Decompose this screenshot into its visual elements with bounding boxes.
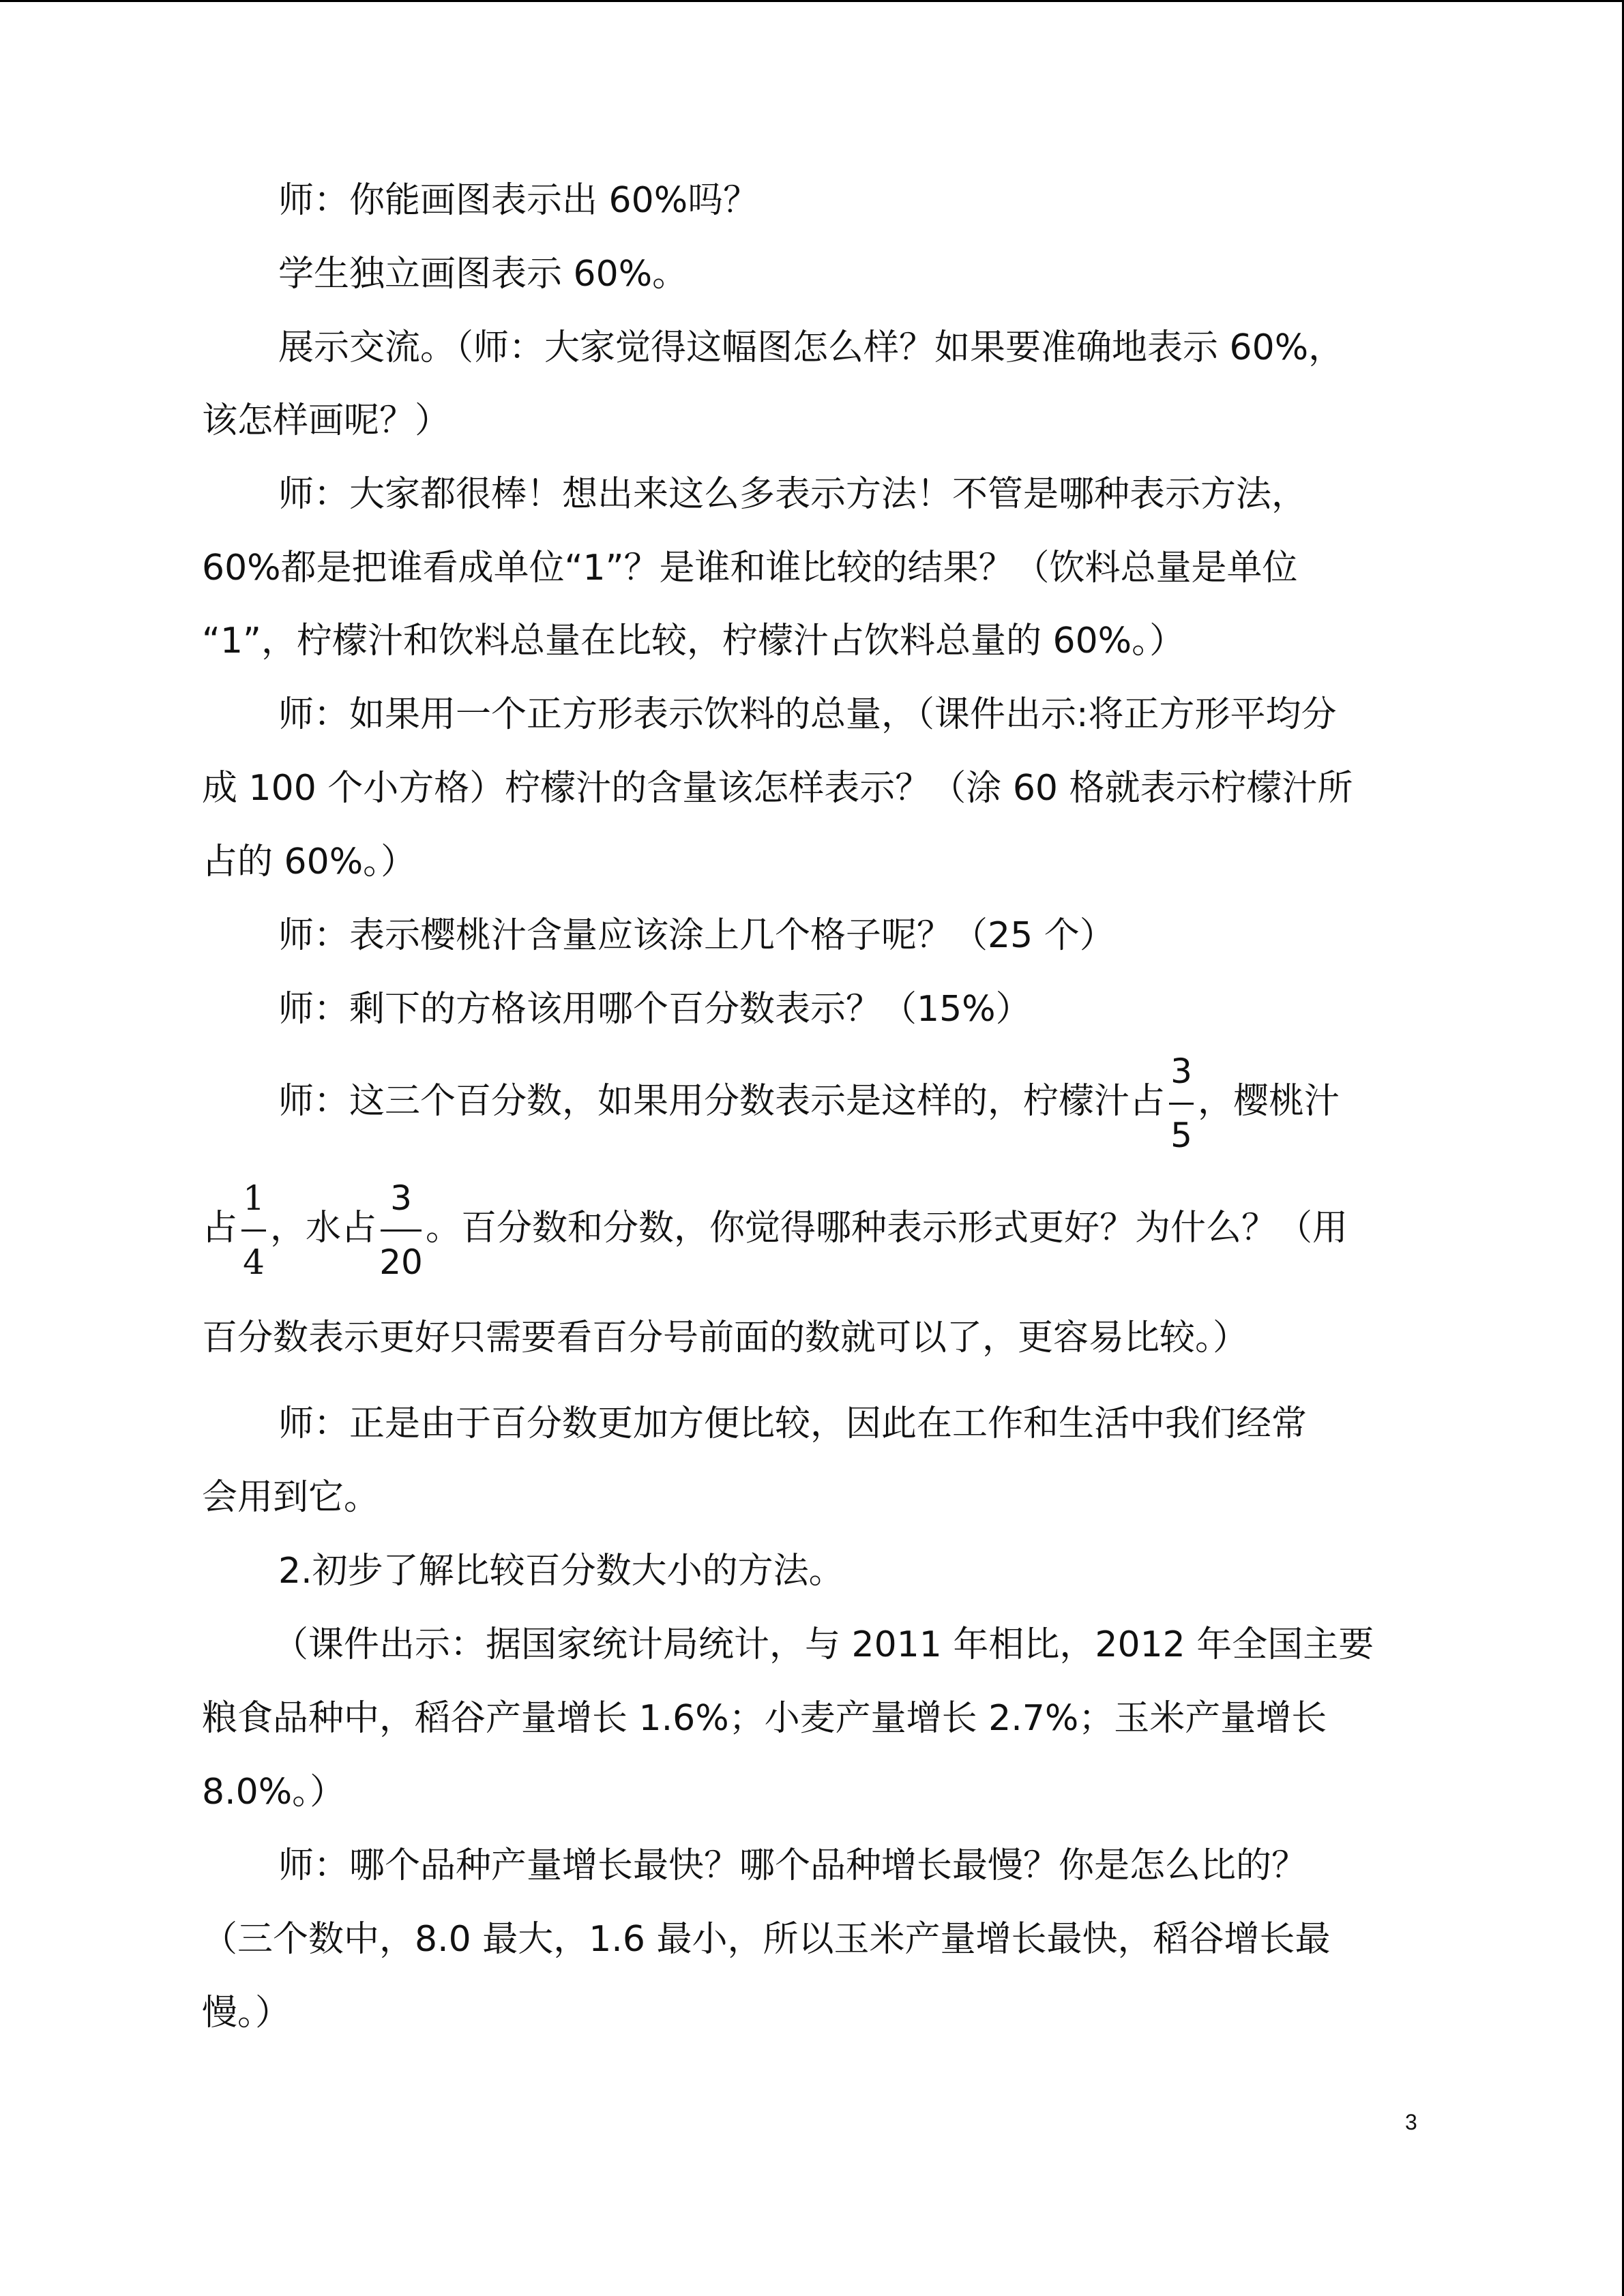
fraction-denominator: 5 bbox=[1170, 1116, 1192, 1155]
paragraph-line: 学生独立画图表示 60%。 bbox=[278, 254, 688, 295]
fraction-line-text: 师：这三个百分数，如果用分数表示是这样的，柠檬汁占 bbox=[278, 1081, 1166, 1122]
fraction-line-2 bbox=[202, 1177, 1348, 1282]
paragraph-line: 成 100 个小方格）柠檬汁的含量该怎样表示？（涂 60 格就表示柠檬汁所 bbox=[202, 768, 1353, 809]
fraction-numerator: 1 bbox=[243, 1178, 265, 1218]
paragraph-line: 会用到它。 bbox=[202, 1477, 380, 1518]
paragraph-line: 展示交流。（师：大家觉得这幅图怎么样？如果要准确地表示 60%， bbox=[278, 327, 1344, 368]
paragraph-line: “1”，柠檬汁和饮料总量在比较，柠檬汁占饮料总量的 60%。） bbox=[202, 621, 1185, 661]
paragraph-line: 8.0%。） bbox=[202, 1772, 346, 1813]
fraction-numerator: 3 bbox=[390, 1178, 412, 1218]
paragraph-line: 师：大家都很棒！想出来这么多表示方法！不管是哪种表示方法， bbox=[278, 474, 1308, 515]
fraction-three-twentieths bbox=[379, 1179, 423, 1281]
paragraph-line: （三个数中，8.0 最大，1.6 最小，所以玉米产量增长最快，稻谷增长最 bbox=[202, 1919, 1331, 1960]
fraction-line-text: 占 bbox=[202, 1208, 238, 1249]
paragraph-line: （课件出示：据国家统计局统计，与 2011 年相比，2012 年全国主要 bbox=[273, 1624, 1374, 1665]
fraction-one-quarter bbox=[240, 1179, 267, 1281]
paragraph-line: 师：正是由于百分数更加方便比较，因此在工作和生活中我们经常 bbox=[278, 1403, 1308, 1444]
fraction-three-fifths bbox=[1168, 1052, 1195, 1154]
fraction-line bbox=[278, 1050, 1340, 1155]
page-top-border bbox=[0, 0, 1624, 2]
fraction-line-text: ，樱桃汁 bbox=[1198, 1081, 1340, 1122]
fraction-bar bbox=[241, 1229, 266, 1232]
paragraph-line: 60%都是把谁看成单位“1”？是谁和谁比较的结果？（饮料总量是单位 bbox=[202, 548, 1298, 588]
paragraph-line: 师：剩下的方格该用哪个百分数表示？（15%） bbox=[278, 989, 1031, 1030]
paragraph-line: 百分数表示更好只需要看百分号前面的数就可以了，更容易比较。） bbox=[202, 1317, 1249, 1358]
fraction-bar bbox=[1169, 1103, 1194, 1105]
paragraph-line: 师：表示樱桃汁含量应该涂上几个格子呢？（25 个） bbox=[278, 915, 1115, 956]
fraction-denominator: 20 bbox=[379, 1242, 423, 1282]
paragraph-line: 该怎样画呢？） bbox=[202, 400, 451, 441]
paragraph-line: 占的 60%。） bbox=[202, 841, 417, 882]
paragraph-line: 师：你能画图表示出 60%吗？ bbox=[278, 180, 759, 221]
page-number: 3 bbox=[1405, 2110, 1417, 2134]
paragraph-line: 师：如果用一个正方形表示饮料的总量，（课件出示:将正方形平均分 bbox=[278, 694, 1337, 735]
paragraph-line: 慢。） bbox=[202, 1993, 291, 2033]
paragraph-line: 师：哪个品种产量增长最快？哪个品种增长最慢？你是怎么比的？ bbox=[278, 1845, 1308, 1886]
section-heading: 2.初步了解比较百分数大小的方法。 bbox=[278, 1551, 844, 1592]
paragraph-line: 粮食品种中，稻谷产量增长 1.6%；小麦产量增长 2.7%；玉米产量增长 bbox=[202, 1698, 1327, 1739]
fraction-bar bbox=[381, 1229, 422, 1232]
fraction-line-text: 。百分数和分数，你觉得哪种表示形式更好？为什么？（用 bbox=[426, 1208, 1348, 1249]
fraction-denominator: 4 bbox=[243, 1242, 265, 1282]
fraction-numerator: 3 bbox=[1170, 1052, 1192, 1091]
fraction-line-text: ，水占 bbox=[270, 1208, 377, 1249]
